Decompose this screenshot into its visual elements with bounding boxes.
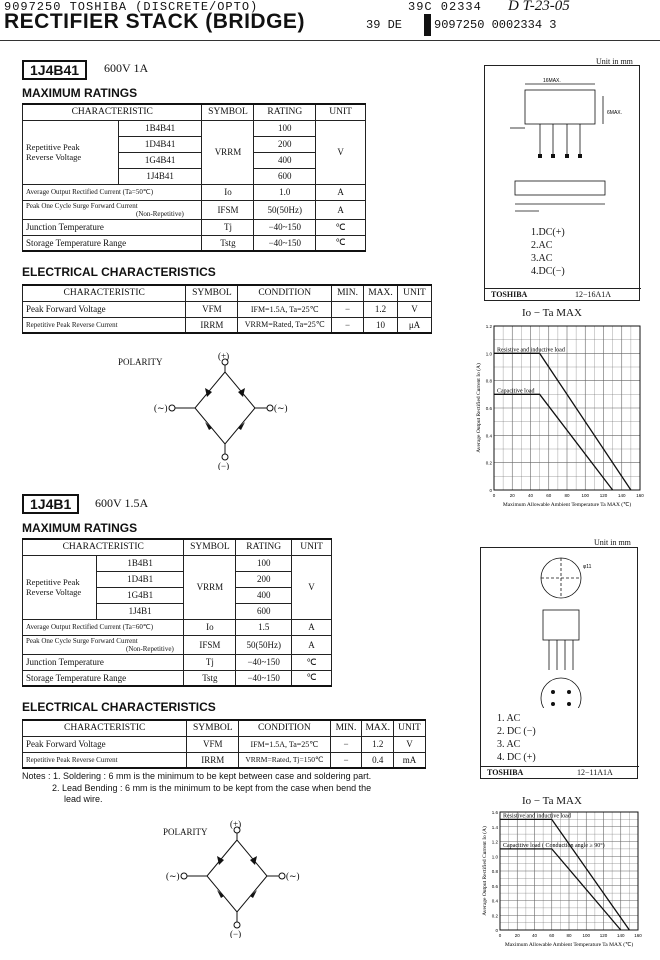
package-divider (485, 288, 641, 289)
polarity-label-2: POLARITY (163, 827, 208, 837)
table-row-sym: Tstg (202, 235, 254, 251)
x-tick-label: 80 (564, 493, 570, 498)
col-max: MAX. (364, 285, 398, 301)
svg-text:φ11: φ11 (583, 564, 592, 570)
part-cell: 1B4B41 (118, 120, 202, 136)
table-row-char: Repetitive Peak Reverse Current (23, 752, 187, 768)
voltage-cell: 200 (236, 571, 292, 587)
col-unit: UNIT (316, 104, 366, 120)
table-row-char: Peak Forward Voltage (23, 301, 186, 317)
x-tick-label: 60 (549, 933, 555, 938)
col-characteristic: CHARACTERISTIC (23, 539, 184, 555)
col-unit: UNIT (394, 720, 426, 736)
elec-table-2 (22, 719, 426, 769)
part-number-1: 1J4B41 (22, 60, 87, 80)
svg-text:(−): (−) (218, 461, 230, 470)
y-tick-label: 0.4 (485, 433, 492, 439)
table-row-unit: A (292, 635, 332, 654)
svg-text:(∼): (∼) (286, 871, 300, 881)
y-tick-label: 0.6 (491, 883, 498, 889)
col-min: MIN. (330, 720, 362, 736)
polarity-diagram-2 (162, 818, 312, 938)
table-row-rating: −40~150 (254, 219, 316, 235)
series-line-2 (494, 394, 613, 490)
y-tick-label: 0.4 (491, 898, 498, 904)
pin-item: 2.AC (531, 240, 553, 251)
table-row-rating: 50(50Hz) (254, 200, 316, 219)
annotation-resistive: Resistive and inductive load (503, 813, 571, 820)
table-row-unit: ℃ (316, 219, 366, 235)
vrrm-symbol: VRRM (184, 555, 236, 619)
x-tick-label: 20 (514, 933, 520, 938)
part-cell: 1D4B1 (96, 571, 184, 587)
package-drawing-2 (480, 547, 638, 779)
table-row-cond: IFM=1.5A, Ta=25℃ (239, 736, 330, 752)
voltage-cell: 600 (236, 603, 292, 619)
col-unit: UNIT (397, 285, 431, 301)
table-row-max: 0.4 (362, 752, 394, 768)
x-tick-label: 20 (509, 493, 515, 498)
x-tick-label: 100 (581, 493, 590, 498)
package-code-1: 12−16A1A (575, 290, 612, 299)
elec-title-2: ELECTRICAL CHARACTERISTICS (22, 700, 216, 714)
table-row-rating: −40~150 (236, 670, 292, 686)
col-condition: CONDITION (238, 285, 332, 301)
package-drawing-1 (484, 65, 640, 301)
table-row-rating: −40~150 (236, 654, 292, 670)
y-tick-label: 0.6 (485, 406, 492, 411)
y-axis-label: Average Output Rectified Current Io (A) (476, 363, 482, 453)
col-characteristic: CHARACTERISTIC (23, 285, 186, 301)
barcode-mark (424, 14, 431, 36)
header-right-code: 9097250 0002334 3 (434, 18, 557, 32)
svg-text:(∼): (∼) (166, 871, 180, 881)
x-tick-label: 80 (566, 933, 572, 938)
max-ratings-title-2: MAXIMUM RATINGS (22, 521, 138, 535)
table-row-sym: Io (184, 619, 236, 635)
table-row-char: Peak One Cycle Surge Forward Current (Non-Repetitive) (23, 635, 184, 654)
col-symbol: SYMBOL (202, 104, 254, 120)
header-right-prefix: 39 DE (366, 18, 403, 32)
x-tick-label: 0 (492, 493, 496, 498)
table-row-unit: A (292, 619, 332, 635)
table-row-unit: ℃ (292, 670, 332, 686)
svg-text:(+): (+) (218, 351, 230, 361)
table-row-unit: mA (394, 752, 426, 768)
max-ratings-title-1: MAXIMUM RATINGS (22, 86, 138, 100)
table-row-sym: IFSM (184, 635, 236, 654)
x-axis-label: Maximum Allowable Ambient Temperature Ta MAX (℃) (502, 502, 632, 508)
y-tick-label: 1.6 (491, 810, 498, 815)
col-symbol: SYMBOL (186, 285, 238, 301)
rep-peak-label: Repetitive Peak Reverse Voltage (23, 120, 119, 184)
table-row-char: Peak One Cycle Surge Forward Current (Non-Repetitive) (23, 200, 202, 219)
notes-line-1: Notes : 1. Soldering : 6 mm is the minimum to be kept between case and soldering part. (22, 771, 372, 781)
table-row-char: Junction Temperature (23, 219, 202, 235)
chart-title-2: Io − Ta MAX (522, 795, 582, 807)
elec-title-1: ELECTRICAL CHARACTERISTICS (22, 265, 216, 279)
vrrm-unit: V (292, 555, 332, 619)
table-row-unit: ℃ (316, 235, 366, 251)
voltage-cell: 400 (254, 152, 316, 168)
table-row-sym: Io (202, 184, 254, 200)
x-tick-label: 160 (634, 933, 642, 938)
table-row-char: Storage Temperature Range (23, 235, 202, 251)
pin-item: 3.AC (531, 253, 553, 264)
col-rating: RATING (236, 539, 292, 555)
col-min: MIN. (332, 285, 364, 301)
x-tick-label: 160 (636, 493, 644, 498)
col-symbol: SYMBOL (187, 720, 239, 736)
page-title: RECTIFIER STACK (BRIDGE) (4, 10, 305, 33)
col-max: MAX. (362, 720, 394, 736)
pin-item: 1. AC (497, 713, 521, 724)
y-tick-label: 1.4 (491, 824, 498, 830)
package-maker-2: TOSHIBA (487, 768, 524, 777)
table-row-char: Average Output Rectified Current (Ta=60℃) (23, 619, 184, 635)
col-symbol: SYMBOL (184, 539, 236, 555)
table-row-sym: Tstg (184, 670, 236, 686)
annotation-resistive: Resistive and inductive load (497, 347, 565, 354)
handwritten-note: D T-23-05 (508, 0, 570, 14)
table-row-min: − (332, 301, 364, 317)
vrrm-symbol: VRRM (202, 120, 254, 184)
annotation-capacitive: Capacitive load ( Conduction angle ≥ 90°) (503, 842, 605, 849)
y-tick-label: 0.2 (491, 913, 498, 919)
table-row-sym: Tj (202, 219, 254, 235)
voltage-cell: 200 (254, 136, 316, 152)
y-tick-label: 0.8 (491, 869, 498, 874)
pin-item: 2. DC (−) (497, 726, 536, 737)
x-tick-label: 40 (527, 493, 534, 498)
svg-text:(+): (+) (230, 819, 242, 829)
part-cell: 1J4B1 (96, 603, 184, 619)
polarity-label-1: POLARITY (118, 357, 163, 367)
table-row-cond: VRRM=Rated, Ta=25℃ (238, 317, 332, 333)
table-row-max: 1.2 (362, 736, 394, 752)
pin-item: 4. DC (+) (497, 752, 536, 763)
table-row-min: − (332, 317, 364, 333)
package-outline-1 (485, 66, 641, 236)
x-tick-label: 140 (617, 493, 626, 498)
svg-text:6MAX.: 6MAX. (607, 110, 623, 116)
y-axis-label: Average Output Rectified Current Io (A) (482, 826, 488, 916)
y-tick-label: 0 (489, 488, 492, 493)
y-tick-label: 0.8 (485, 378, 492, 384)
table-row-min: − (330, 736, 362, 752)
table-row-char: Peak Forward Voltage (23, 736, 187, 752)
voltage-cell: 600 (254, 168, 316, 184)
x-tick-label: 60 (546, 493, 552, 498)
chart-title-1: Io − Ta MAX (522, 307, 582, 319)
y-tick-label: 0 (495, 928, 498, 933)
table-row-cond: VRRM=Rated, Tj=150℃ (239, 752, 330, 768)
rep-peak-label: Repetitive Peak Reverse Voltage (23, 555, 97, 619)
chart-2 (454, 806, 650, 956)
table-row-unit: A (316, 184, 366, 200)
x-tick-label: 40 (531, 933, 538, 938)
table-row-sym: IRRM (186, 317, 238, 333)
svg-text:16MAX.: 16MAX. (543, 78, 561, 84)
part-cell: 1J4B41 (118, 168, 202, 184)
x-axis-label: Maximum Allowable Ambient Temperature Ta MAX (℃) (504, 942, 634, 948)
pin-item: 4.DC(−) (531, 266, 565, 277)
y-tick-label: 1.0 (491, 854, 498, 860)
table-row-max: 1.2 (364, 301, 398, 317)
col-characteristic: CHARACTERISTIC (23, 720, 187, 736)
max-ratings-table-1 (22, 103, 366, 252)
x-tick-label: 120 (599, 493, 608, 498)
table-row-unit: V (394, 736, 426, 752)
x-tick-label: 120 (599, 933, 608, 938)
y-tick-label: 1.0 (485, 351, 492, 357)
package-maker-1: TOSHIBA (491, 290, 528, 299)
y-tick-label: 1.2 (491, 839, 498, 845)
package-outline-2 (481, 548, 639, 708)
x-tick-label: 0 (498, 933, 502, 938)
unit-label-2: Unit in mm (594, 538, 631, 547)
part-rating-2: 600V 1.5A (95, 496, 149, 510)
series-line-1 (500, 819, 629, 930)
pin-list-2 (497, 712, 536, 764)
part-cell: 1B4B1 (96, 555, 184, 571)
pin-item: 1.DC(+) (531, 227, 565, 238)
part-cell: 1G4B41 (118, 152, 202, 168)
table-row-char: Junction Temperature (23, 654, 184, 670)
unit-label-1: Unit in mm (596, 57, 633, 66)
table-row-char: Average Output Rectified Current (Ta=50℃) (23, 184, 202, 200)
package-divider (481, 766, 639, 767)
table-row-rating: −40~150 (254, 235, 316, 251)
table-row-sym: VFM (186, 301, 238, 317)
header-divider (0, 40, 660, 41)
col-characteristic: CHARACTERISTIC (23, 104, 202, 120)
pin-item: 3. AC (497, 739, 521, 750)
table-row-min: − (330, 752, 362, 768)
col-rating: RATING (254, 104, 316, 120)
vrrm-unit: V (316, 120, 366, 184)
svg-text:(∼): (∼) (274, 403, 288, 413)
part-number-2: 1J4B1 (22, 494, 79, 514)
annotation-capacitive: Capacitive load (497, 388, 535, 395)
table-row-max: 10 (364, 317, 398, 333)
table-row-sym: VFM (187, 736, 239, 752)
x-tick-label: 100 (582, 933, 591, 938)
table-row-unit: μA (397, 317, 431, 333)
table-row-char: Storage Temperature Range (23, 670, 184, 686)
max-ratings-table-2 (22, 538, 332, 687)
voltage-cell: 400 (236, 587, 292, 603)
table-row-cond: IFM=1.5A, Ta=25℃ (238, 301, 332, 317)
svg-text:(∼): (∼) (154, 403, 168, 413)
part-rating-1: 600V 1A (104, 61, 149, 75)
notes-line-2: 2. Lead Bending : 6 mm is the minimum to be kept from the case when bend the (52, 783, 372, 793)
part-cell: 1D4B41 (118, 136, 202, 152)
table-row-unit: V (397, 301, 431, 317)
y-tick-label: 1.2 (485, 324, 492, 329)
notes-line-3: lead wire. (64, 794, 103, 804)
elec-table-1 (22, 284, 432, 334)
chart-1 (464, 318, 650, 508)
table-row-unit: A (316, 200, 366, 219)
table-row-unit: ℃ (292, 654, 332, 670)
pin-list-1 (531, 226, 565, 278)
table-row-rating: 1.5 (236, 619, 292, 635)
table-row-char: Repetitive Peak Reverse Current (23, 317, 186, 333)
table-row-sym: IRRM (187, 752, 239, 768)
x-tick-label: 140 (616, 933, 625, 938)
package-code-2: 12−11A1A (577, 768, 613, 777)
table-row-sym: Tj (184, 654, 236, 670)
voltage-cell: 100 (236, 555, 292, 571)
col-condition: CONDITION (239, 720, 330, 736)
table-row-rating: 50(50Hz) (236, 635, 292, 654)
header-code: 39C 02334 (408, 0, 482, 14)
col-unit: UNIT (292, 539, 332, 555)
voltage-cell: 100 (254, 120, 316, 136)
y-tick-label: 0.2 (485, 460, 492, 466)
header-line: 9097250 TOSHIBA (DISCRETE/OPTO) (4, 0, 259, 14)
polarity-diagram-1 (150, 350, 300, 470)
part-cell: 1G4B1 (96, 587, 184, 603)
table-row-sym: IFSM (202, 200, 254, 219)
svg-text:(−): (−) (230, 929, 242, 938)
table-row-rating: 1.0 (254, 184, 316, 200)
